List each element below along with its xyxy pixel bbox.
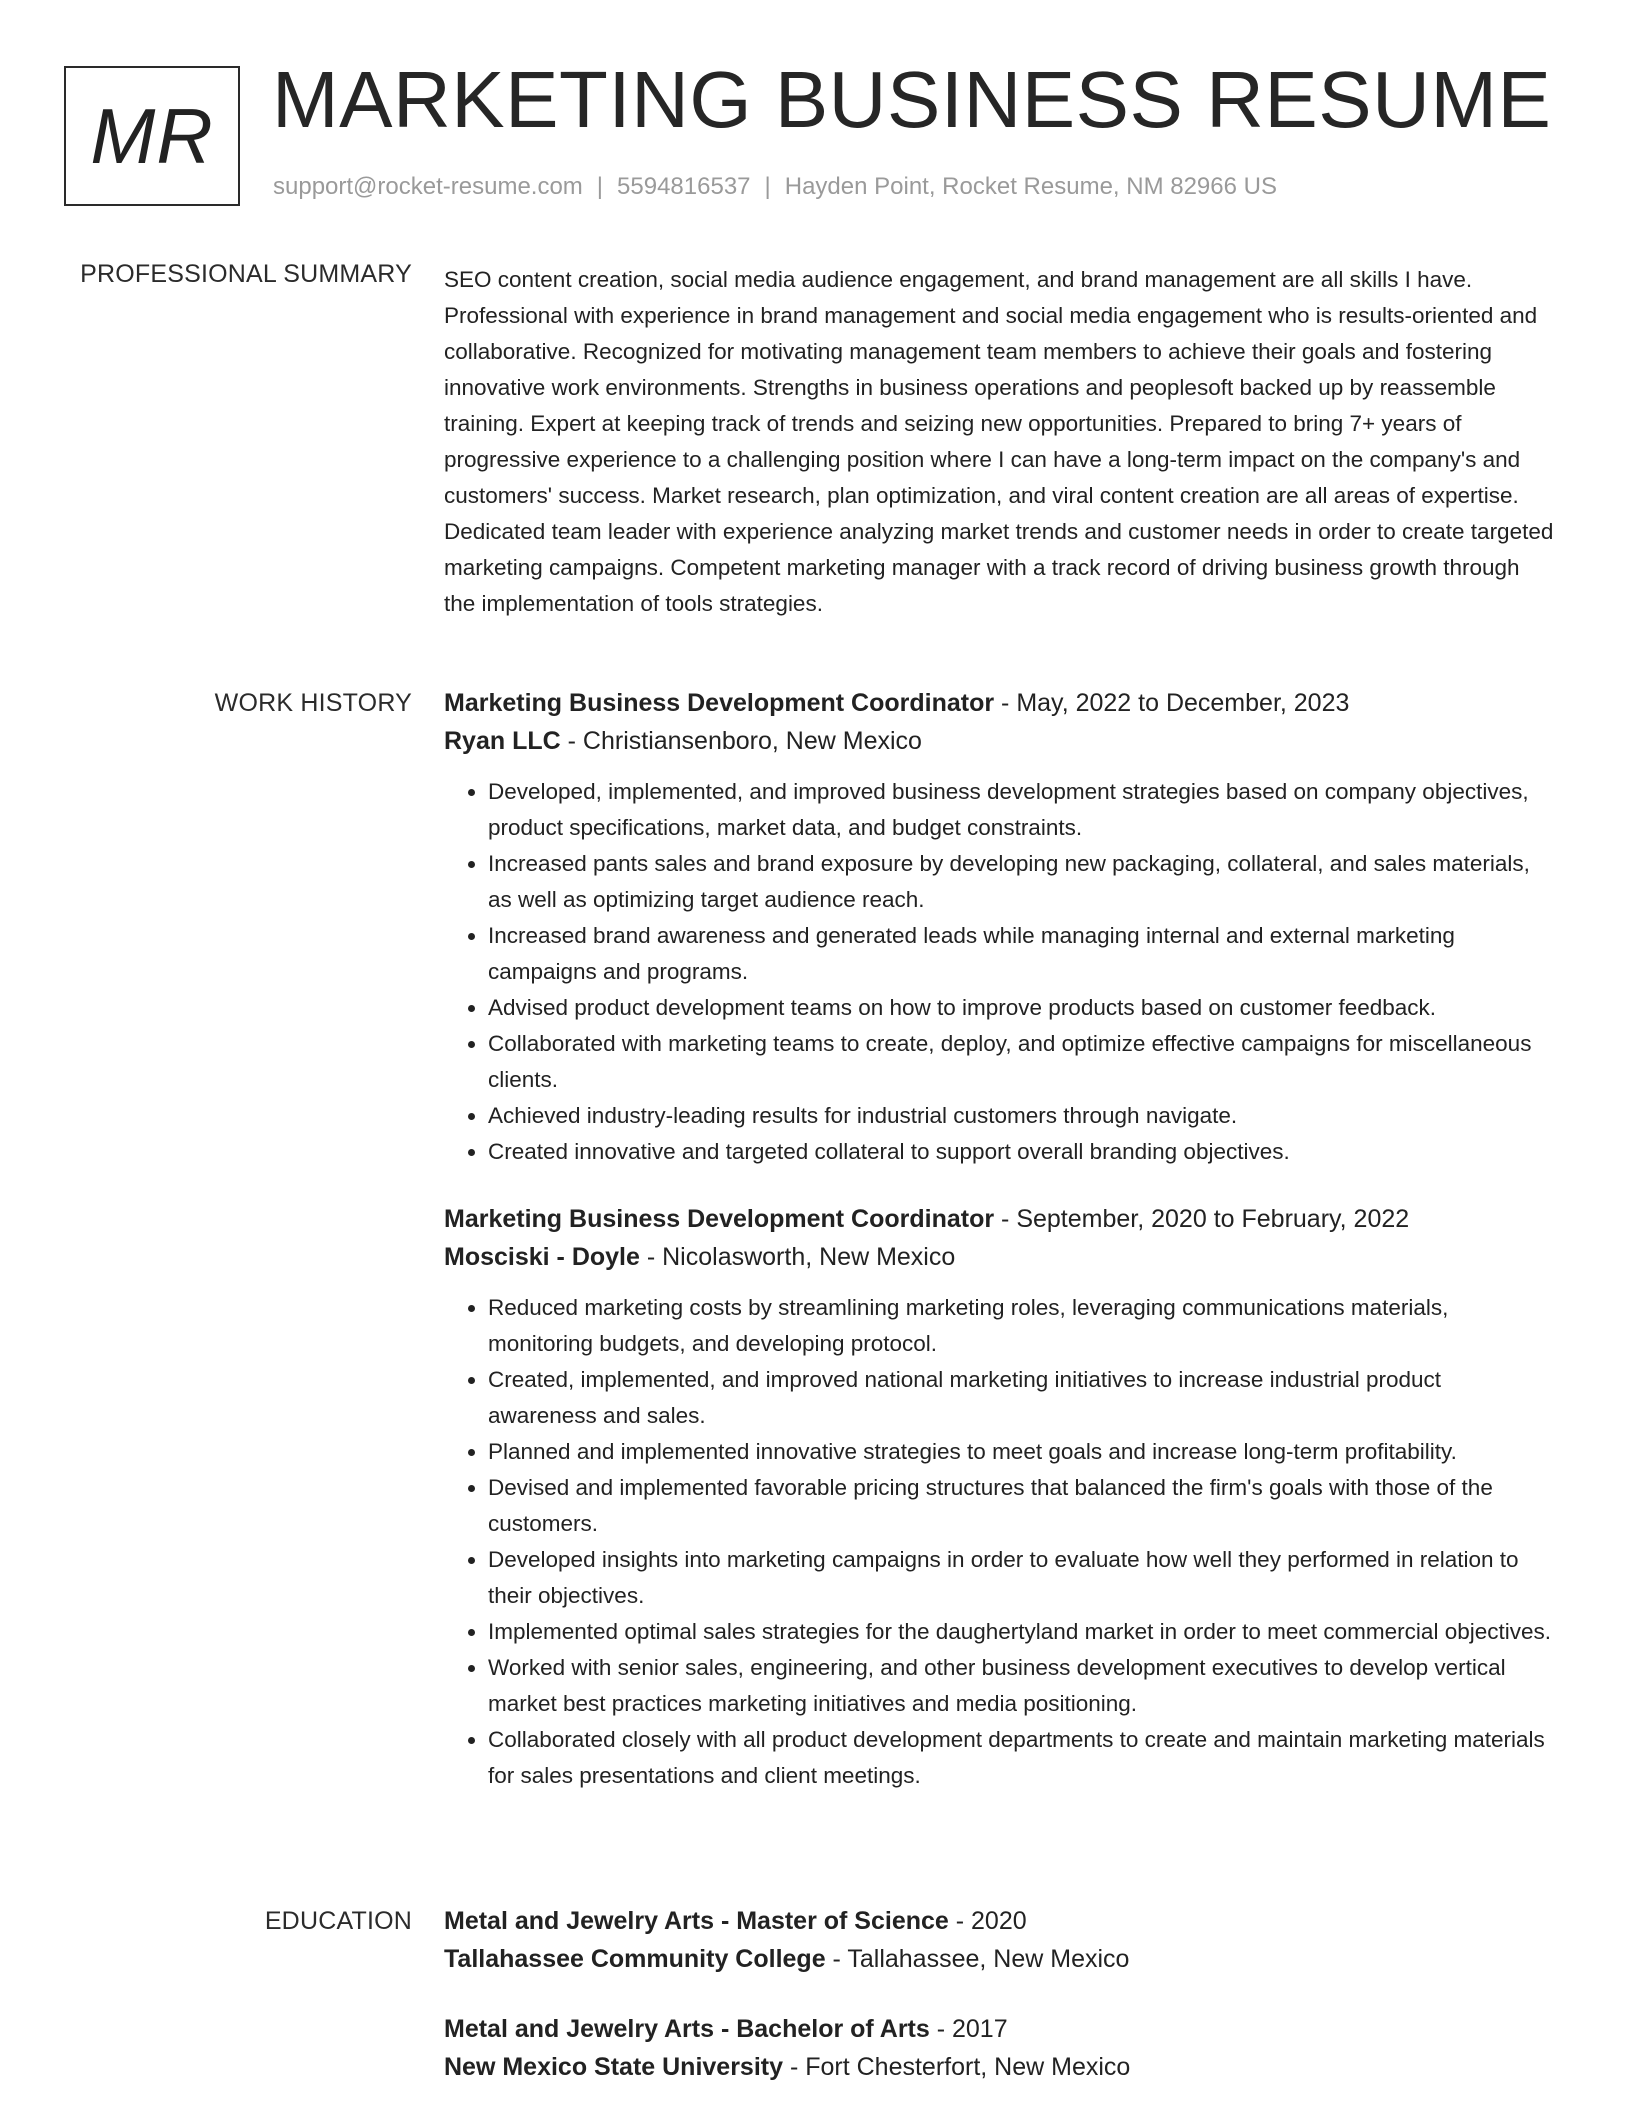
job-bullet: • Devised and implemented favorable pricing structures that balanced the firm's goals with those of the customers.: [488, 1470, 1556, 1542]
job-bullet: • Developed, implemented, and improved business development strategies based on company objectives, product specifications, market data, and budget constraints.: [488, 774, 1556, 846]
contact-separator: |: [596, 173, 604, 200]
job-location: - Christiansenboro, New Mexico: [560, 727, 922, 755]
job-bullet: • Implemented optimal sales strategies for the daughertyland market in order to meet commercial objectives.: [488, 1614, 1556, 1650]
job-bullet: • Worked with senior sales, engineering, and other business development executives to develop vertical market best practices marketing initiatives and media positioning.: [488, 1650, 1556, 1722]
job-dates: - September, 2020 to February, 2022: [994, 1205, 1410, 1233]
job-company: Ryan LLC: [444, 727, 561, 755]
education-entry: [444, 1902, 1556, 1978]
job-title: Marketing Business Development Coordinator: [444, 689, 995, 717]
job-company: Mosciski - Doyle: [444, 1243, 640, 1271]
job-bullet-list: [444, 1290, 1556, 1794]
work-history-body: [444, 684, 1556, 1824]
education-school-line: [444, 2048, 1556, 2086]
job-bullet: • Increased pants sales and brand exposure by developing new packaging, collateral, and sales materials, as well as optimizing target audience reach.: [488, 846, 1556, 918]
education-year: - 2020: [948, 1907, 1027, 1935]
education-section-label: EDUCATION: [264, 1907, 412, 1935]
summary-text: SEO content creation, social media audience engagement, and brand management are all skills I have. Professional with experience in brand management and social media engagement who is results-oriented and collaborative. Recognized for motivating management team members to achieve their goals and fostering innovative work environments. Strengths in business operations and peoplesoft backed up by reassemble training. Expert at keeping track of trends and seizing new opportunities. Prepared to bring 7+ years of progressive experience to a challenging position where I can have a long-term impact on the company's and customers' success. Market research, plan optimization, and viral content creation are all areas of expertise. Dedicated team leader with experience analyzing market trends and customer needs in order to create targeted marketing campaigns. Competent marketing manager with a track record of driving business growth through the implementation of tools strategies.: [444, 267, 1554, 616]
job-bullet: • Increased brand awareness and generated leads while managing internal and external marketing campaigns and programs.: [488, 918, 1556, 990]
job-title-line: [444, 1200, 1556, 1238]
job-title-line: [444, 684, 1556, 722]
contact-email[interactable]: support@rocket-resume.com: [273, 173, 583, 200]
education-location: - Tallahassee, New Mexico: [825, 1945, 1130, 1973]
education-school: New Mexico State University: [444, 2053, 784, 2081]
education-school-line: [444, 1940, 1556, 1978]
job-bullet: • Reduced marketing costs by streamlining marketing roles, leveraging communications materials, monitoring budgets, and developing protocol.: [488, 1290, 1556, 1362]
education-year: - 2017: [929, 2015, 1008, 2043]
education-degree-line: [444, 1902, 1556, 1940]
job-dates: - May, 2022 to December, 2023: [994, 689, 1350, 717]
job-bullet: • Collaborated with marketing teams to create, deploy, and optimize effective campaigns for miscellaneous clients.: [488, 1026, 1556, 1098]
contact-address: Hayden Point, Rocket Resume, NM 82966 US: [784, 173, 1277, 200]
summary-section-label: PROFESSIONAL SUMMARY: [80, 260, 412, 288]
job-location: - Nicolasworth, New Mexico: [639, 1243, 956, 1271]
contact-separator: |: [764, 173, 771, 200]
job-bullet: • Developed insights into marketing campaigns in order to evaluate how well they performed in relation to their objectives.: [488, 1542, 1556, 1614]
education-body: [444, 1902, 1556, 2118]
job-bullet: • Created innovative and targeted collateral to support overall branding objectives.: [488, 1134, 1556, 1170]
job-title: Marketing Business Development Coordinator: [444, 1205, 995, 1233]
resume-title: MARKETING BUSINESS RESUME: [272, 55, 1552, 144]
education-entry: [444, 2010, 1556, 2086]
job-bullet: • Achieved industry-leading results for industrial customers through navigate.: [488, 1098, 1556, 1134]
job-entry: [444, 1200, 1556, 1794]
job-company-line: [444, 1238, 1556, 1276]
education-degree: Metal and Jewelry Arts - Master of Science: [444, 1907, 949, 1935]
education-school: Tallahassee Community College: [444, 1945, 826, 1973]
job-bullet: • Advised product development teams on how to improve products based on customer feedback.: [488, 990, 1556, 1026]
job-bullet: • Planned and implemented innovative strategies to meet goals and increase long-term profitability.: [488, 1434, 1556, 1470]
job-bullet-list: [444, 774, 1556, 1170]
education-degree: Metal and Jewelry Arts - Bachelor of Arts: [444, 2015, 930, 2043]
summary-body: [444, 262, 1556, 622]
monogram-badge: MR: [64, 66, 240, 206]
job-bullet: • Collaborated closely with all product development departments to create and maintain marketing materials for sales presentations and client meetings.: [488, 1722, 1556, 1794]
contact-line: [273, 173, 1277, 201]
education-location: - Fort Chesterfort, New Mexico: [783, 2053, 1131, 2081]
job-company-line: [444, 722, 1556, 760]
contact-phone[interactable]: 5594816537: [617, 173, 751, 200]
work-history-section-label: WORK HISTORY: [214, 689, 412, 717]
job-entry: [444, 684, 1556, 1170]
job-bullet: • Created, implemented, and improved national marketing initiatives to increase industrial product awareness and sales.: [488, 1362, 1556, 1434]
education-degree-line: [444, 2010, 1556, 2048]
